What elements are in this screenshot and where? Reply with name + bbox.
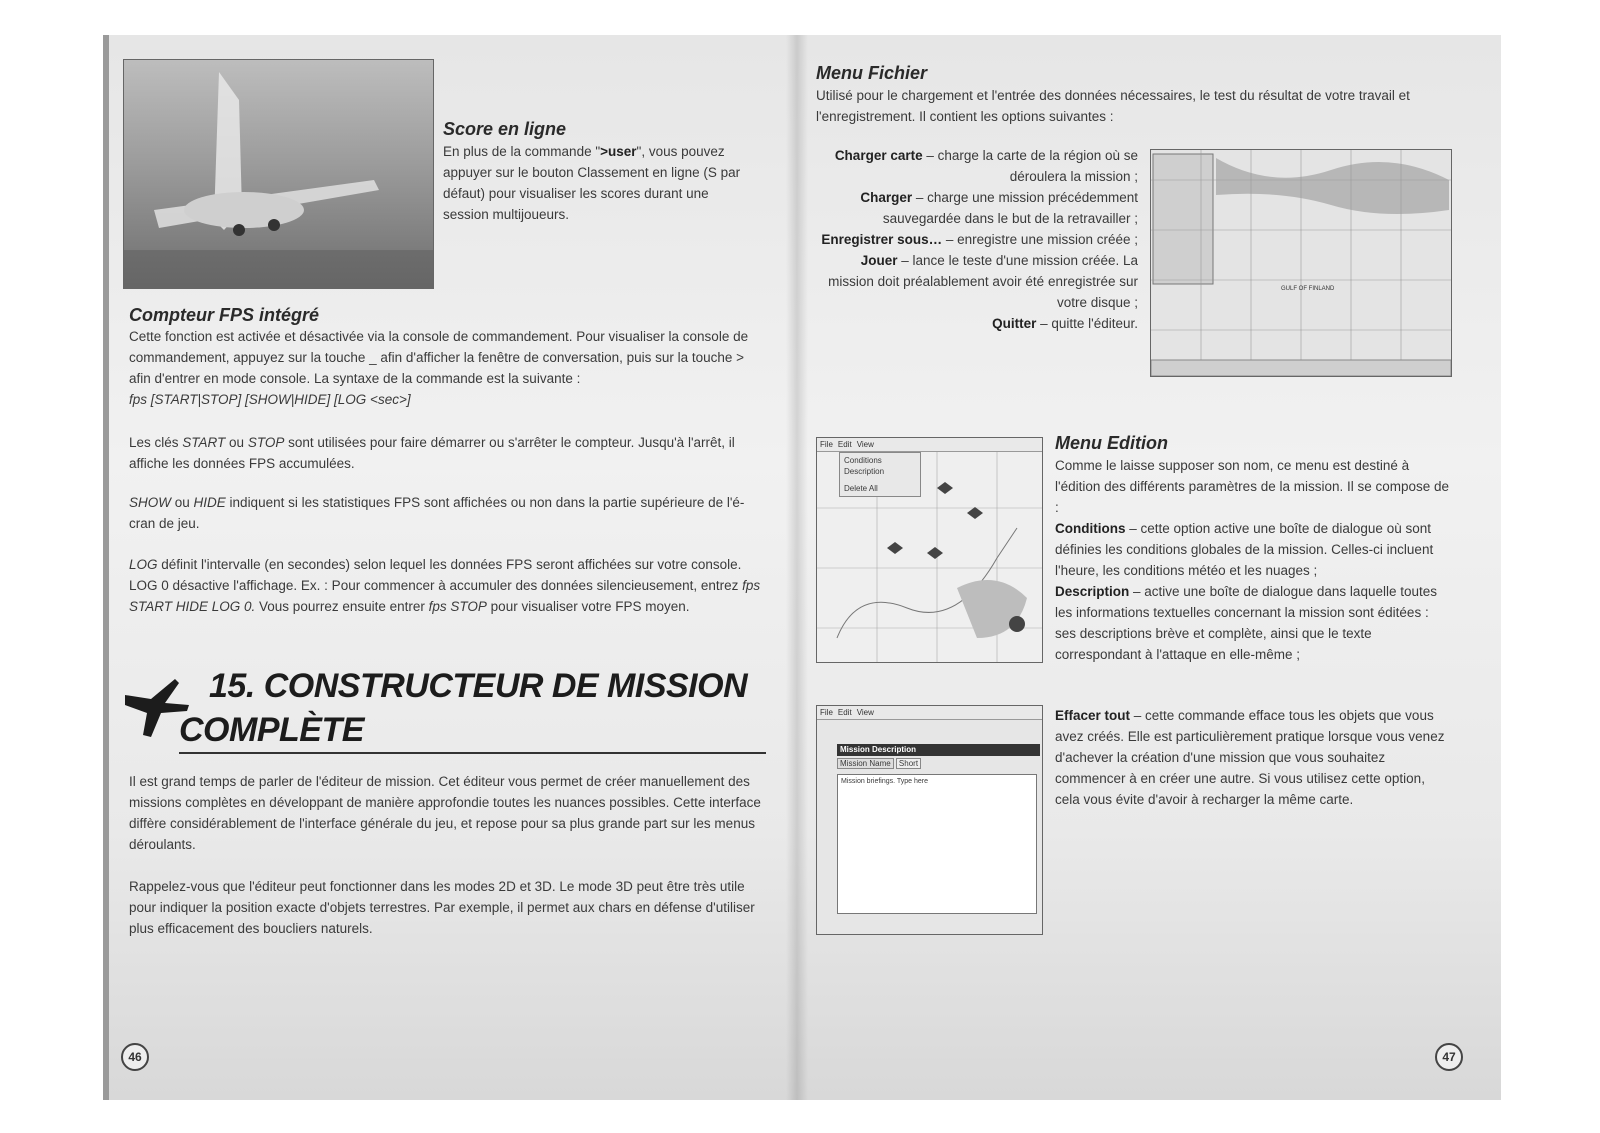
file-menu[interactable]: File bbox=[820, 440, 833, 449]
menu-fichier-list bbox=[816, 145, 1138, 334]
menu-item-conditions[interactable]: Conditions bbox=[844, 456, 882, 465]
menu-edition-title: Menu Edition bbox=[1055, 433, 1168, 453]
score-text: En plus de la commande ">user", vous pouvez appuyer sur le bouton Classement en ligne (S par défaut) pour visualiser les scores durant une session multijoueurs. bbox=[443, 144, 741, 222]
tab-mission-name[interactable]: Mission Name bbox=[837, 758, 894, 769]
dialog-title-bar: Mission Description bbox=[837, 744, 1040, 756]
fps-paragraph-3: SHOW ou HIDE indiquent si les statistiques FPS sont affichées ou non dans la partie supérieure de l'é- cran de jeu. bbox=[129, 495, 745, 531]
map-editor-screenshot bbox=[1150, 149, 1452, 377]
menu-fichier-title: Menu Fichier bbox=[816, 63, 928, 83]
left-page bbox=[103, 35, 796, 1100]
score-title: Score en ligne bbox=[443, 119, 567, 139]
manual-spread bbox=[103, 35, 1501, 1100]
aircraft-illustration bbox=[124, 60, 433, 288]
edit-dropdown bbox=[839, 452, 921, 497]
view-menu[interactable]: View bbox=[856, 440, 874, 449]
intro-paragraph-2: Rappelez-vous que l'éditeur peut fonctionner dans les modes 2D et 3D. Le mode 3D peut être très utile pour indiquer la position exacte d'objets terrestres. Par exemple, il permet aux chars en défense d'utiliser plus efficacement des boucliers naturels. bbox=[129, 879, 755, 936]
edit-screenshot-menubar bbox=[817, 438, 1042, 452]
menu-item-description[interactable]: Description bbox=[844, 467, 885, 476]
aircraft-screenshot bbox=[123, 59, 434, 289]
map-grid bbox=[1151, 150, 1451, 376]
view-menu-2[interactable]: View bbox=[856, 708, 874, 717]
page-number-left: 46 bbox=[121, 1043, 149, 1071]
fps-paragraph-2: Les clés START ou STOP sont utilisées pour faire démarrer ou s'arrêter le compteur. Jusqu'à l'arrêt, il affiche les données FPS accumulées. bbox=[129, 435, 735, 471]
fichier-item-quitter: Quitter – quitte l'éditeur. bbox=[992, 316, 1138, 331]
mission-briefing-textarea[interactable] bbox=[837, 774, 1037, 914]
chapter-title-line-1: 15. CONSTRUCTEUR DE MISSION bbox=[209, 667, 748, 705]
chapter-title-line-2: COMPLÈTE bbox=[179, 711, 364, 749]
tab-short[interactable]: Short bbox=[896, 758, 921, 769]
menu-fichier-intro: Utilisé pour le chargement et l'entrée des données nécessaires, le test du résultat de votre travail et l'enregistrement. Il contient les options suivantes : bbox=[816, 88, 1410, 124]
edit-menu-2[interactable]: Edit bbox=[837, 708, 852, 717]
dialog-screenshot-menubar bbox=[817, 706, 1042, 720]
edition-conditions: Conditions – cette option active une boîte de dialogue où sont définies les conditions globales de la mission. Celles-ci incluent l'heure, les conditions météo et les nuages ; bbox=[1055, 521, 1434, 578]
fps-paragraph-1: Cette fonction est activée et désactivée via la console de commandement. Pour visualiser la console de commandement, appuyez sur la touche _ afin d'afficher la fenêtre de conversation, puis sur la touche > afin d'entrer en mode console. La syntaxe de la commande est la suivante : bbox=[129, 329, 749, 386]
fichier-item-charger-carte: Charger carte – charge la carte de la région où se déroulera la mission ; bbox=[834, 148, 1138, 184]
page-number-right: 47 bbox=[1435, 1043, 1463, 1071]
fps-title: Compteur FPS intégré bbox=[129, 305, 320, 325]
edit-menu[interactable]: Edit bbox=[837, 440, 852, 449]
menu-item-delete-all[interactable]: Delete All bbox=[844, 484, 878, 493]
fichier-item-jouer: Jouer – lance le teste d'une mission créée. La mission doit préalablement avoir été enregistrée sur votre disque ; bbox=[828, 253, 1138, 310]
right-page bbox=[796, 35, 1501, 1100]
intro-paragraph-1: Il est grand temps de parler de l'éditeur de mission. Cet éditeur vous permet de créer manuellement des missions complètes en développant de manière approfondie toutes les nuances possibles. Cette interface diffère considérablement de l'interface générale du jeu, et repose pour sa plus grande part sur les menus déroulants. bbox=[129, 774, 761, 852]
file-menu-2[interactable]: File bbox=[820, 708, 833, 717]
fps-paragraph-4: LOG définit l'intervalle (en secondes) selon lequel les données FPS seront affichées sur votre console. LOG 0 désactive l'affichage. Ex. : Pour commencer à accumuler des données silencieusement, entrez fps START HIDE LOG 0. Vous pourrez ensuite entrer fps STOP pour visualiser votre FPS moyen. bbox=[129, 557, 761, 614]
edition-effacer-tout: Effacer tout – cette commande efface tous les objets que vous avez créés. Elle est particulièrement pratique lorsque vous venez d'achever la création d'une mission que vous souhaitez commencer à en créer une autre. Si vous utilisez cette option, cela vous évite d'avoir à recharger la même carte. bbox=[1055, 708, 1445, 807]
mission-description-screenshot bbox=[816, 705, 1043, 935]
chapter-rule bbox=[179, 752, 766, 754]
map-label: GULF OF FINLAND bbox=[1281, 286, 1335, 292]
fichier-item-enregistrer: Enregistrer sous… – enregistre une mission créée ; bbox=[821, 232, 1138, 247]
fps-syntax: fps [START|STOP] [SHOW|HIDE] [LOG <sec>] bbox=[129, 392, 411, 407]
edition-description: Description – active une boîte de dialogue dans laquelle toutes les informations textuelles concernant la mission sont éditées : ses descriptions brève et complète, ainsi que le texte correspondant à l'attaque en elle-même ; bbox=[1055, 584, 1437, 662]
briefing-placeholder: Mission briefings. Type here bbox=[841, 778, 929, 785]
fichier-item-charger: Charger – charge une mission précédemment sauvegardée dans le but de la retravailler ; bbox=[860, 190, 1138, 226]
dialog-tabs bbox=[837, 758, 921, 769]
menu-edition-intro: Comme le laisse supposer son nom, ce menu est destiné à l'édition des différents paramètres de la mission. Il se compose de : bbox=[1055, 458, 1450, 515]
edit-menu-screenshot bbox=[816, 437, 1043, 663]
